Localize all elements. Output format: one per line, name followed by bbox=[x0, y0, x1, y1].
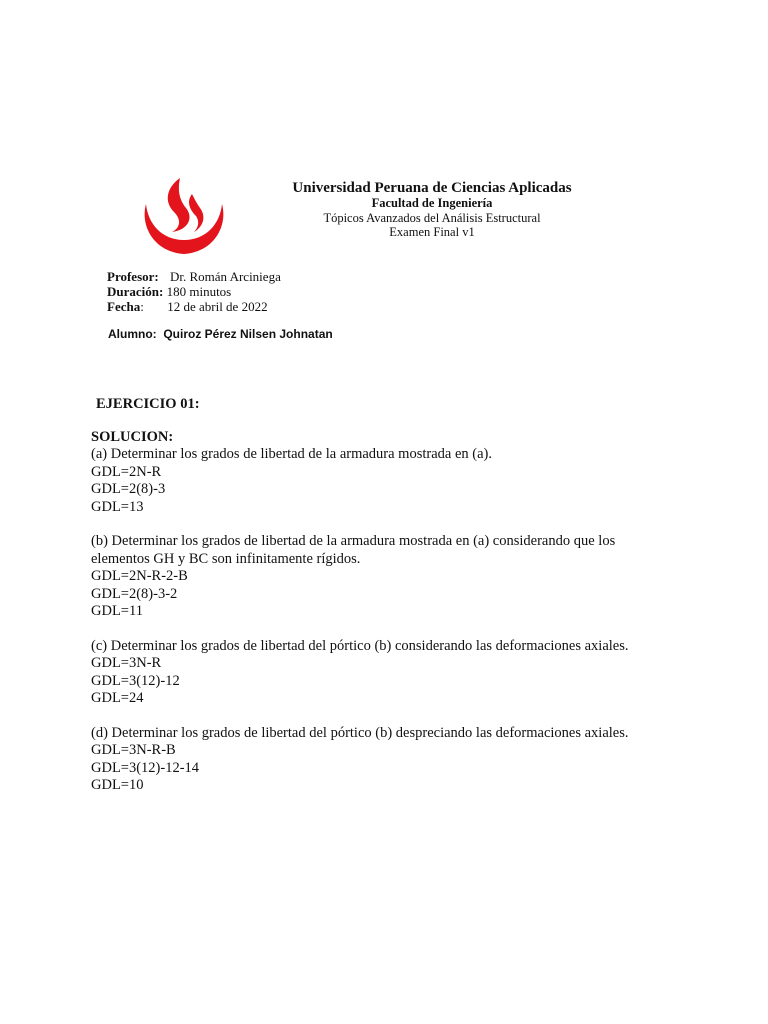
university-logo bbox=[140, 176, 228, 258]
part-a-formula: GDL=2(8)-3 bbox=[91, 481, 166, 498]
date-colon: : bbox=[140, 299, 144, 314]
course-name: Tópicos Avanzados del Análisis Estructural bbox=[323, 211, 541, 225]
exam-name: Examen Final v1 bbox=[389, 225, 475, 239]
exam-header bbox=[262, 180, 602, 239]
part-b-result: GDL=11 bbox=[91, 603, 143, 620]
part-d-result: GDL=10 bbox=[91, 777, 144, 794]
duration-row bbox=[107, 284, 281, 299]
student-label: Alumno: bbox=[108, 327, 157, 341]
part-c-result: GDL=24 bbox=[91, 690, 144, 707]
part-c-formula: GDL=3(12)-12 bbox=[91, 672, 180, 689]
part-b-statement: (b) Determinar los grados de libertad de la armadura mostrada en (a) considerando que los bbox=[91, 533, 616, 550]
solution-section bbox=[91, 429, 691, 794]
spacer bbox=[91, 516, 691, 533]
part-d-statement: (d) Determinar los grados de libertad del pórtico (b) despreciando las deformaciones axiales. bbox=[91, 724, 629, 741]
part-d bbox=[91, 725, 691, 795]
part-a-statement: (a) Determinar los grados de libertad de la armadura mostrada en (a). bbox=[91, 446, 492, 463]
part-d-formula: GDL=3N-R-B bbox=[91, 742, 176, 759]
part-b-formula: GDL=2(8)-3-2 bbox=[91, 585, 178, 602]
part-c bbox=[91, 638, 691, 708]
student-name: Quiroz Pérez Nilsen Johnatan bbox=[163, 327, 333, 341]
date-row bbox=[107, 299, 281, 314]
solution-heading: SOLUCION: bbox=[91, 429, 174, 445]
part-a-result: GDL=13 bbox=[91, 498, 144, 515]
part-b bbox=[91, 533, 691, 620]
university-name: Universidad Peruana de Ciencias Aplicadas bbox=[292, 180, 572, 196]
part-a bbox=[91, 446, 691, 516]
flame-logo-icon bbox=[140, 176, 228, 258]
date-label: Fecha bbox=[107, 299, 141, 314]
duration-value: 180 minutos bbox=[166, 284, 232, 299]
part-b-formula: GDL=2N-R-2-B bbox=[91, 568, 188, 585]
spacer bbox=[91, 620, 691, 637]
part-d-formula: GDL=3(12)-12-14 bbox=[91, 759, 200, 776]
faculty-name: Facultad de Ingeniería bbox=[371, 196, 493, 210]
professor-label: Profesor: bbox=[107, 269, 159, 284]
part-a-formula: GDL=2N-R bbox=[91, 463, 162, 480]
part-b-statement: elementos GH y BC son infinitamente rígidos. bbox=[91, 550, 361, 567]
professor-value: Dr. Román Arciniega bbox=[170, 269, 281, 284]
date-value: 12 de abril de 2022 bbox=[167, 299, 268, 314]
part-c-formula: GDL=3N-R bbox=[91, 655, 162, 672]
spacer bbox=[91, 707, 691, 724]
duration-label: Duración: bbox=[107, 284, 164, 299]
exam-meta bbox=[107, 269, 281, 314]
part-c-statement: (c) Determinar los grados de libertad del pórtico (b) considerando las deformaciones axiales. bbox=[91, 637, 629, 654]
professor-row bbox=[107, 269, 281, 284]
student-line bbox=[108, 327, 333, 341]
exercise-title: EJERCICIO 01: bbox=[96, 396, 200, 412]
